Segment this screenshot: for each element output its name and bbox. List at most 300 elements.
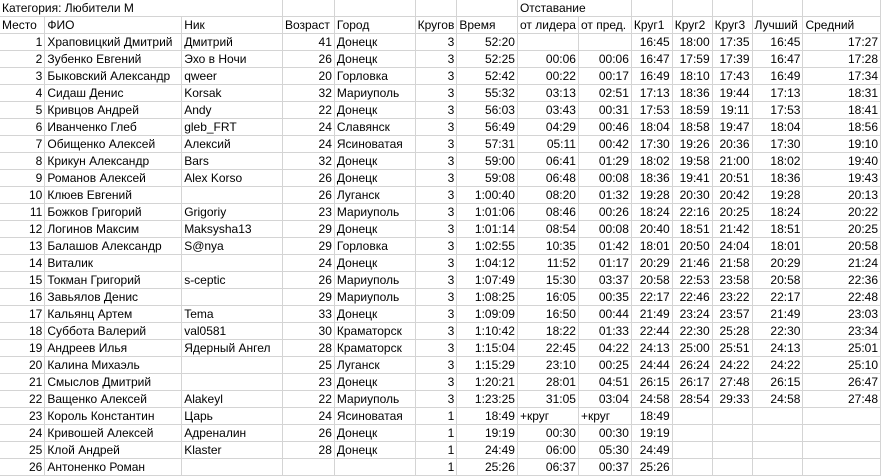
cell-best[interactable] — [752, 459, 803, 476]
cell-best[interactable]: 16:49 — [752, 68, 803, 85]
cell-laps[interactable]: 3 — [415, 221, 457, 238]
cell-gap-leader[interactable]: 16:05 — [517, 289, 578, 306]
cell-age[interactable]: 20 — [282, 68, 334, 85]
cell-laps[interactable]: 3 — [415, 391, 457, 408]
cell-lap1[interactable]: 19:28 — [631, 187, 672, 204]
cell-lap1[interactable]: 18:02 — [631, 153, 672, 170]
cell-avg[interactable]: 19:43 — [803, 170, 881, 187]
cell-age[interactable]: 24 — [282, 136, 334, 153]
cell-place[interactable]: 17 — [0, 306, 45, 323]
cell-nick[interactable]: qweer — [182, 68, 283, 85]
cell-avg[interactable] — [803, 459, 881, 476]
cell-laps[interactable]: 3 — [415, 323, 457, 340]
cell-name[interactable]: Токман Григорий — [45, 272, 182, 289]
cell-age[interactable]: 26 — [282, 170, 334, 187]
cell-lap1[interactable]: 16:49 — [631, 68, 672, 85]
cell-lap2[interactable] — [672, 408, 712, 425]
cell-avg[interactable]: 18:41 — [803, 102, 881, 119]
cell-place[interactable]: 15 — [0, 272, 45, 289]
cell-lap2[interactable] — [672, 425, 712, 442]
cell-city[interactable]: Донецк — [334, 442, 415, 459]
cell-laps[interactable]: 3 — [415, 374, 457, 391]
cell-name[interactable]: Клой Андрей — [45, 442, 182, 459]
cell-age[interactable]: 28 — [282, 340, 334, 357]
cell-nick[interactable]: Alex Korso — [182, 170, 283, 187]
cell-lap3[interactable]: 25:51 — [712, 340, 752, 357]
cell-time[interactable]: 1:09:09 — [457, 306, 518, 323]
cell-avg[interactable]: 25:01 — [803, 340, 881, 357]
cell-gap-leader[interactable]: 16:50 — [517, 306, 578, 323]
cell-city[interactable]: Донецк — [334, 51, 415, 68]
cell-lap2[interactable]: 19:41 — [672, 170, 712, 187]
cell-age[interactable]: 23 — [282, 374, 334, 391]
cell-lap2[interactable]: 18:00 — [672, 34, 712, 51]
cell-best[interactable] — [752, 425, 803, 442]
cell-lap1[interactable]: 24:44 — [631, 357, 672, 374]
cell-lap3[interactable]: 20:25 — [712, 204, 752, 221]
cell-time[interactable]: 1:20:21 — [457, 374, 518, 391]
cell-city[interactable]: Донецк — [334, 221, 415, 238]
cell-gap-leader[interactable]: 22:45 — [517, 340, 578, 357]
cell-lap1[interactable]: 20:58 — [631, 272, 672, 289]
cell-age[interactable]: 26 — [282, 187, 334, 204]
cell-lap2[interactable]: 18:51 — [672, 221, 712, 238]
cell-place[interactable]: 24 — [0, 425, 45, 442]
cell-avg[interactable]: 26:47 — [803, 374, 881, 391]
cell-laps[interactable]: 3 — [415, 136, 457, 153]
cell-place[interactable]: 1 — [0, 34, 45, 51]
cell-laps[interactable]: 1 — [415, 442, 457, 459]
cell-lap2[interactable]: 18:10 — [672, 68, 712, 85]
cell-best[interactable]: 18:02 — [752, 153, 803, 170]
cell-avg[interactable]: 20:13 — [803, 187, 881, 204]
cell-place[interactable]: 21 — [0, 374, 45, 391]
cell-name[interactable]: Кальянц Артем — [45, 306, 182, 323]
cell-age[interactable]: 25 — [282, 357, 334, 374]
cell-nick[interactable] — [182, 374, 283, 391]
cell-age[interactable]: 24 — [282, 255, 334, 272]
cell-laps[interactable]: 3 — [415, 204, 457, 221]
cell-time[interactable]: 1:08:25 — [457, 289, 518, 306]
cell-best[interactable]: 26:15 — [752, 374, 803, 391]
cell-lap2[interactable]: 23:24 — [672, 306, 712, 323]
cell-gap-leader[interactable]: 11:52 — [517, 255, 578, 272]
cell-lap3[interactable]: 21:00 — [712, 153, 752, 170]
cell-avg[interactable]: 25:10 — [803, 357, 881, 374]
cell-time[interactable]: 52:20 — [457, 34, 518, 51]
cell-gap-leader[interactable]: 10:35 — [517, 238, 578, 255]
cell-lap3[interactable]: 25:28 — [712, 323, 752, 340]
header-gap-prev[interactable]: от пред. — [578, 17, 631, 34]
cell-age[interactable]: 22 — [282, 391, 334, 408]
header-city[interactable]: Город — [334, 17, 415, 34]
cell-lap3[interactable]: 17:39 — [712, 51, 752, 68]
cell-name[interactable]: Храповицкий Дмитрий — [45, 34, 182, 51]
cell-gap-prev[interactable]: 00:44 — [578, 306, 631, 323]
cell-laps[interactable]: 3 — [415, 102, 457, 119]
cell-gap-prev[interactable]: 00:08 — [578, 170, 631, 187]
cell-city[interactable]: Донецк — [334, 34, 415, 51]
cell-nick[interactable] — [182, 459, 283, 476]
cell-laps[interactable]: 3 — [415, 357, 457, 374]
cell-laps[interactable]: 3 — [415, 153, 457, 170]
header-time[interactable]: Время — [457, 17, 518, 34]
cell-nick[interactable]: val0581 — [182, 323, 283, 340]
cell-lap1[interactable]: 18:36 — [631, 170, 672, 187]
cell-gap-prev[interactable]: 00:17 — [578, 68, 631, 85]
cell-place[interactable]: 8 — [0, 153, 45, 170]
cell-nick[interactable]: S@nya — [182, 238, 283, 255]
header-nick[interactable]: Ник — [182, 17, 283, 34]
cell-avg[interactable]: 17:27 — [803, 34, 881, 51]
cell-lap2[interactable]: 18:59 — [672, 102, 712, 119]
cell-avg[interactable]: 18:31 — [803, 85, 881, 102]
cell-time[interactable]: 19:19 — [457, 425, 518, 442]
cell-city[interactable]: Донецк — [334, 255, 415, 272]
cell-lap3[interactable]: 17:35 — [712, 34, 752, 51]
cell-city[interactable]: Донецк — [334, 170, 415, 187]
cell-lap2[interactable]: 20:50 — [672, 238, 712, 255]
cell-gap-prev[interactable]: 05:30 — [578, 442, 631, 459]
cell-lap1[interactable]: 18:04 — [631, 119, 672, 136]
cell-lap2[interactable]: 17:59 — [672, 51, 712, 68]
cell-place[interactable]: 19 — [0, 340, 45, 357]
cell-best[interactable]: 20:58 — [752, 272, 803, 289]
cell-avg[interactable]: 27:48 — [803, 391, 881, 408]
cell-gap-leader[interactable]: 00:22 — [517, 68, 578, 85]
cell-best[interactable]: 21:49 — [752, 306, 803, 323]
cell-gap-prev[interactable]: 00:25 — [578, 357, 631, 374]
cell-nick[interactable]: Klaster — [182, 442, 283, 459]
cell-name[interactable]: Зубенко Евгений — [45, 51, 182, 68]
cell-laps[interactable]: 1 — [415, 459, 457, 476]
cell-place[interactable]: 6 — [0, 119, 45, 136]
cell-name[interactable]: Логинов Максим — [45, 221, 182, 238]
cell-lap2[interactable]: 19:26 — [672, 136, 712, 153]
cell-place[interactable]: 5 — [0, 102, 45, 119]
cell-lap1[interactable]: 26:15 — [631, 374, 672, 391]
cell-name[interactable]: Антоненко Роман — [45, 459, 182, 476]
cell-name[interactable]: Виталик — [45, 255, 182, 272]
cell-nick[interactable]: Grigoriy — [182, 204, 283, 221]
cell-best[interactable]: 18:51 — [752, 221, 803, 238]
cell-age[interactable]: 26 — [282, 272, 334, 289]
cell-city[interactable] — [334, 459, 415, 476]
cell-age[interactable]: 32 — [282, 85, 334, 102]
cell-time[interactable]: 56:49 — [457, 119, 518, 136]
cell-name[interactable]: Балашов Александр — [45, 238, 182, 255]
cell-gap-leader[interactable]: 06:48 — [517, 170, 578, 187]
cell-lap1[interactable]: 18:49 — [631, 408, 672, 425]
cell-nick[interactable] — [182, 187, 283, 204]
cell-name[interactable]: Обищенко Алексей — [45, 136, 182, 153]
cell-lap3[interactable]: 24:22 — [712, 357, 752, 374]
cell-city[interactable]: Донецк — [334, 153, 415, 170]
cell-gap-leader[interactable]: 06:00 — [517, 442, 578, 459]
cell-city[interactable]: Донецк — [334, 102, 415, 119]
cell-age[interactable]: 29 — [282, 238, 334, 255]
cell-gap-leader[interactable] — [517, 34, 578, 51]
cell-best[interactable]: 18:24 — [752, 204, 803, 221]
cell-gap-leader[interactable]: 04:29 — [517, 119, 578, 136]
cell-time[interactable]: 1:02:55 — [457, 238, 518, 255]
cell-name[interactable]: Клюев Евгений — [45, 187, 182, 204]
cell-time[interactable]: 1:10:42 — [457, 323, 518, 340]
cell-nick[interactable]: Адреналин — [182, 425, 283, 442]
cell-lap2[interactable]: 26:17 — [672, 374, 712, 391]
cell-lap3[interactable]: 19:44 — [712, 85, 752, 102]
cell-lap3[interactable]: 29:33 — [712, 391, 752, 408]
cell-name[interactable]: Суббота Валерий — [45, 323, 182, 340]
cell-avg[interactable]: 21:24 — [803, 255, 881, 272]
cell-gap-leader[interactable]: 28:01 — [517, 374, 578, 391]
cell-age[interactable]: 30 — [282, 323, 334, 340]
cell-city[interactable]: Ясиноватая — [334, 408, 415, 425]
cell-lap3[interactable]: 23:58 — [712, 272, 752, 289]
cell-name[interactable]: Быковский Александр — [45, 68, 182, 85]
cell-gap-leader[interactable]: 08:54 — [517, 221, 578, 238]
cell-lap1[interactable]: 18:24 — [631, 204, 672, 221]
cell-place[interactable]: 7 — [0, 136, 45, 153]
cell-laps[interactable]: 3 — [415, 187, 457, 204]
header-age[interactable]: Возраст — [282, 17, 334, 34]
cell-avg[interactable]: 17:34 — [803, 68, 881, 85]
cell-nick[interactable]: Bars — [182, 153, 283, 170]
cell-name[interactable]: Крикун Александр — [45, 153, 182, 170]
cell-gap-leader[interactable]: 23:10 — [517, 357, 578, 374]
cell-city[interactable]: Краматорск — [334, 340, 415, 357]
cell-laps[interactable]: 3 — [415, 255, 457, 272]
cell-time[interactable]: 57:31 — [457, 136, 518, 153]
cell-name[interactable]: Божков Григорий — [45, 204, 182, 221]
cell-time[interactable]: 56:03 — [457, 102, 518, 119]
cell-age[interactable]: 26 — [282, 425, 334, 442]
cell-lap1[interactable]: 22:17 — [631, 289, 672, 306]
cell-gap-leader[interactable]: 05:11 — [517, 136, 578, 153]
cell-gap-leader[interactable]: 15:30 — [517, 272, 578, 289]
cell-gap-leader[interactable]: 00:30 — [517, 425, 578, 442]
cell-nick[interactable]: Алексий — [182, 136, 283, 153]
cell-lap2[interactable] — [672, 442, 712, 459]
cell-lap1[interactable]: 21:49 — [631, 306, 672, 323]
cell-gap-leader[interactable]: 08:20 — [517, 187, 578, 204]
cell-avg[interactable]: 22:36 — [803, 272, 881, 289]
cell-time[interactable]: 52:42 — [457, 68, 518, 85]
cell-lap2[interactable]: 18:58 — [672, 119, 712, 136]
cell-lap2[interactable]: 18:36 — [672, 85, 712, 102]
cell-lap2[interactable]: 19:58 — [672, 153, 712, 170]
cell-lap3[interactable]: 21:42 — [712, 221, 752, 238]
cell-lap3[interactable]: 23:57 — [712, 306, 752, 323]
cell-best[interactable] — [752, 408, 803, 425]
cell-lap2[interactable]: 25:00 — [672, 340, 712, 357]
cell-gap-prev[interactable]: 00:31 — [578, 102, 631, 119]
cell-best[interactable]: 16:45 — [752, 34, 803, 51]
cell-best[interactable]: 16:47 — [752, 51, 803, 68]
header-place[interactable]: Место — [0, 17, 45, 34]
header-laps[interactable]: Кругов — [415, 17, 457, 34]
cell-age[interactable]: 29 — [282, 289, 334, 306]
cell-time[interactable]: 1:23:25 — [457, 391, 518, 408]
cell-lap1[interactable]: 18:01 — [631, 238, 672, 255]
cell-name[interactable]: Ващенко Алексей — [45, 391, 182, 408]
cell-city[interactable]: Мариуполь — [334, 391, 415, 408]
cell-nick[interactable]: Ядерный Ангел — [182, 340, 283, 357]
cell-lap2[interactable]: 21:46 — [672, 255, 712, 272]
cell-place[interactable]: 3 — [0, 68, 45, 85]
cell-lap3[interactable]: 17:43 — [712, 68, 752, 85]
header-lap2[interactable]: Круг2 — [672, 17, 712, 34]
cell-gap-prev[interactable]: 01:29 — [578, 153, 631, 170]
cell-gap-prev[interactable]: 03:37 — [578, 272, 631, 289]
cell-gap-leader[interactable]: +круг — [517, 408, 578, 425]
cell-nick[interactable]: Дмитрий — [182, 34, 283, 51]
cell-lap1[interactable]: 24:13 — [631, 340, 672, 357]
cell-nick[interactable]: gleb_FRT — [182, 119, 283, 136]
cell-gap-prev[interactable]: 00:26 — [578, 204, 631, 221]
cell-laps[interactable]: 3 — [415, 51, 457, 68]
cell-name[interactable]: Романов Алексей — [45, 170, 182, 187]
cell-age[interactable]: 28 — [282, 442, 334, 459]
cell-place[interactable]: 25 — [0, 442, 45, 459]
cell-best[interactable]: 22:17 — [752, 289, 803, 306]
cell-age[interactable]: 41 — [282, 34, 334, 51]
cell-city[interactable]: Горловка — [334, 238, 415, 255]
cell-lap3[interactable] — [712, 442, 752, 459]
cell-avg[interactable]: 18:56 — [803, 119, 881, 136]
cell-lap1[interactable]: 24:49 — [631, 442, 672, 459]
header-name[interactable]: ФИО — [45, 17, 182, 34]
cell-best[interactable] — [752, 442, 803, 459]
category-cell[interactable]: Категория: Любители М — [0, 0, 282, 17]
cell-laps[interactable]: 3 — [415, 272, 457, 289]
cell-avg[interactable]: 17:28 — [803, 51, 881, 68]
cell-city[interactable]: Мариуполь — [334, 85, 415, 102]
cell-time[interactable]: 1:15:29 — [457, 357, 518, 374]
cell-place[interactable]: 4 — [0, 85, 45, 102]
cell-time[interactable]: 59:08 — [457, 170, 518, 187]
cell-age[interactable]: 32 — [282, 153, 334, 170]
header-best[interactable]: Лучший — [752, 17, 803, 34]
cell-name[interactable]: Завьялов Денис — [45, 289, 182, 306]
cell-nick[interactable]: Alakeyl — [182, 391, 283, 408]
cell-lap2[interactable]: 22:46 — [672, 289, 712, 306]
cell-best[interactable]: 24:22 — [752, 357, 803, 374]
cell-time[interactable]: 25:26 — [457, 459, 518, 476]
cell-lap2[interactable]: 22:16 — [672, 204, 712, 221]
cell-nick[interactable] — [182, 289, 283, 306]
cell-gap-prev[interactable]: 04:22 — [578, 340, 631, 357]
cell-lap3[interactable]: 24:04 — [712, 238, 752, 255]
cell-time[interactable]: 1:07:49 — [457, 272, 518, 289]
cell-gap-prev[interactable]: 02:51 — [578, 85, 631, 102]
cell-place[interactable]: 2 — [0, 51, 45, 68]
cell-time[interactable]: 1:04:12 — [457, 255, 518, 272]
cell-lap2[interactable]: 26:24 — [672, 357, 712, 374]
cell-age[interactable]: 24 — [282, 408, 334, 425]
cell-gap-leader[interactable]: 03:13 — [517, 85, 578, 102]
cell-gap-leader[interactable]: 06:41 — [517, 153, 578, 170]
cell-place[interactable]: 12 — [0, 221, 45, 238]
cell-city[interactable]: Мариуполь — [334, 272, 415, 289]
cell-gap-prev[interactable]: 01:32 — [578, 187, 631, 204]
cell-age[interactable]: 33 — [282, 306, 334, 323]
cell-gap-prev[interactable]: 00:37 — [578, 459, 631, 476]
cell-time[interactable]: 1:01:14 — [457, 221, 518, 238]
cell-time[interactable]: 1:00:40 — [457, 187, 518, 204]
cell-lap2[interactable]: 28:54 — [672, 391, 712, 408]
cell-city[interactable]: Краматорск — [334, 323, 415, 340]
cell-nick[interactable]: Царь — [182, 408, 283, 425]
cell-place[interactable]: 16 — [0, 289, 45, 306]
cell-name[interactable]: Андреев Илья — [45, 340, 182, 357]
cell-time[interactable]: 55:32 — [457, 85, 518, 102]
cell-name[interactable]: Кривцов Андрей — [45, 102, 182, 119]
cell-place[interactable]: 11 — [0, 204, 45, 221]
cell-lap3[interactable]: 20:36 — [712, 136, 752, 153]
cell-best[interactable]: 20:29 — [752, 255, 803, 272]
cell-lap2[interactable]: 22:53 — [672, 272, 712, 289]
cell-avg[interactable]: 23:34 — [803, 323, 881, 340]
cell-laps[interactable]: 3 — [415, 306, 457, 323]
cell-avg[interactable]: 23:03 — [803, 306, 881, 323]
cell-gap-prev[interactable]: 01:42 — [578, 238, 631, 255]
cell-lap3[interactable]: 27:48 — [712, 374, 752, 391]
cell-lap1[interactable]: 24:58 — [631, 391, 672, 408]
cell-best[interactable]: 24:13 — [752, 340, 803, 357]
cell-nick[interactable]: Maksysha13 — [182, 221, 283, 238]
cell-lap1[interactable]: 25:26 — [631, 459, 672, 476]
cell-name[interactable]: Король Константин — [45, 408, 182, 425]
cell-best[interactable]: 17:13 — [752, 85, 803, 102]
cell-gap-leader[interactable]: 03:43 — [517, 102, 578, 119]
cell-place[interactable]: 22 — [0, 391, 45, 408]
cell-lap1[interactable]: 16:45 — [631, 34, 672, 51]
cell-time[interactable]: 1:01:06 — [457, 204, 518, 221]
cell-lap3[interactable]: 19:47 — [712, 119, 752, 136]
cell-gap-prev[interactable]: +круг — [578, 408, 631, 425]
cell-lap2[interactable] — [672, 459, 712, 476]
cell-name[interactable]: Сидаш Денис — [45, 85, 182, 102]
cell-name[interactable]: Кривошей Алексей — [45, 425, 182, 442]
cell-place[interactable]: 10 — [0, 187, 45, 204]
cell-lap1[interactable]: 20:29 — [631, 255, 672, 272]
cell-city[interactable]: Луганск — [334, 357, 415, 374]
cell-nick[interactable]: Эхо в Ночи — [182, 51, 283, 68]
cell-gap-prev[interactable]: 01:17 — [578, 255, 631, 272]
cell-best[interactable]: 24:58 — [752, 391, 803, 408]
cell-gap-leader[interactable]: 08:46 — [517, 204, 578, 221]
cell-laps[interactable]: 1 — [415, 425, 457, 442]
cell-city[interactable]: Донецк — [334, 374, 415, 391]
cell-avg[interactable] — [803, 408, 881, 425]
cell-city[interactable]: Славянск — [334, 119, 415, 136]
cell-lap2[interactable]: 22:30 — [672, 323, 712, 340]
cell-time[interactable]: 18:49 — [457, 408, 518, 425]
cell-gap-prev[interactable]: 00:08 — [578, 221, 631, 238]
cell-gap-prev[interactable]: 00:46 — [578, 119, 631, 136]
cell-city[interactable]: Мариуполь — [334, 289, 415, 306]
cell-place[interactable]: 14 — [0, 255, 45, 272]
header-gap-leader[interactable]: от лидера — [517, 17, 578, 34]
lag-group-header[interactable]: Отставание — [517, 0, 631, 17]
cell-avg[interactable]: 20:22 — [803, 204, 881, 221]
cell-laps[interactable]: 3 — [415, 119, 457, 136]
cell-place[interactable]: 13 — [0, 238, 45, 255]
cell-gap-prev[interactable]: 03:04 — [578, 391, 631, 408]
cell-name[interactable]: Иванченко Глеб — [45, 119, 182, 136]
cell-avg[interactable]: 19:40 — [803, 153, 881, 170]
